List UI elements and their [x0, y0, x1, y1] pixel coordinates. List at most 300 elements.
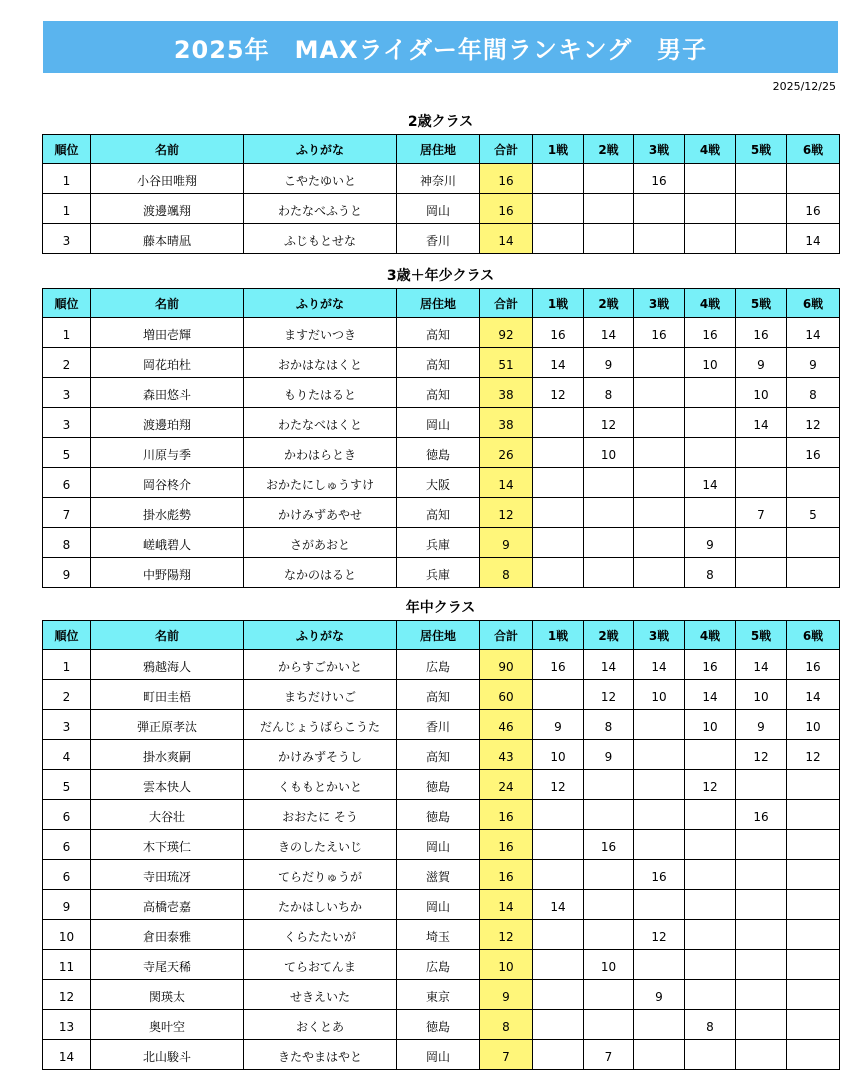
race-5-value: 16 [753, 327, 769, 342]
residence-value: 東京 [425, 990, 450, 1004]
race-6-value: 14 [805, 327, 821, 342]
race-3-cell [634, 830, 685, 860]
race-6-cell [787, 890, 840, 920]
residence-value: 香川 [425, 234, 450, 248]
name-value: 岡谷柊介 [142, 478, 191, 492]
race-4-cell [685, 770, 736, 800]
name-cell [91, 1010, 244, 1040]
total-cell [480, 558, 533, 588]
race-4-cell [685, 468, 736, 498]
race-4-cell [685, 920, 736, 950]
total-value: 43 [498, 749, 514, 764]
race-3-cell [634, 528, 685, 558]
furigana-value: せきえいた [289, 990, 350, 1004]
race-6-cell [787, 528, 840, 558]
residence-cell [397, 740, 480, 770]
rank-cell [43, 558, 91, 588]
race-4-value: 14 [702, 477, 718, 492]
residence-value: 高知 [425, 508, 450, 522]
total-value: 8 [502, 567, 510, 582]
furigana-cell [244, 800, 397, 830]
furigana-value: わたなべはくと [277, 418, 362, 432]
rank-value: 5 [62, 779, 71, 794]
table-row [43, 1010, 840, 1040]
total-value: 9 [502, 989, 510, 1004]
race-4-cell [685, 408, 736, 438]
column-header-race-1: 1戦 [533, 621, 584, 650]
column-header-race-3: 3戦 [634, 135, 685, 164]
name-value: 高橋壱嘉 [142, 900, 191, 914]
race-6-value: 14 [805, 689, 821, 704]
race-2-cell [584, 860, 634, 890]
name-value: 川原与季 [142, 448, 191, 462]
race-6-cell [787, 680, 840, 710]
furigana-cell [244, 980, 397, 1010]
race-3-cell [634, 890, 685, 920]
race-1-value: 14 [550, 899, 566, 914]
race-3-cell [634, 224, 685, 254]
column-header-race-2: 2戦 [584, 621, 634, 650]
furigana-cell [244, 950, 397, 980]
residence-value: 兵庫 [425, 568, 450, 582]
total-cell [480, 830, 533, 860]
race-5-cell [736, 528, 787, 558]
table-row [43, 164, 840, 194]
residence-cell [397, 950, 480, 980]
rank-value: 3 [62, 387, 71, 402]
race-6-cell [787, 408, 840, 438]
name-cell [91, 890, 244, 920]
race-1-value: 16 [550, 327, 566, 342]
race-1-cell [533, 680, 584, 710]
name-cell [91, 558, 244, 588]
race-3-cell [634, 468, 685, 498]
residence-cell [397, 498, 480, 528]
rank-value: 3 [62, 233, 71, 248]
race-6-value: 10 [805, 719, 821, 734]
name-cell [91, 468, 244, 498]
race-4-cell [685, 164, 736, 194]
race-4-cell [685, 348, 736, 378]
total-value: 12 [498, 929, 514, 944]
total-cell [480, 318, 533, 348]
rank-cell [43, 830, 91, 860]
race-1-cell [533, 558, 584, 588]
name-value: 弾正原孝汰 [136, 720, 197, 734]
total-value: 12 [498, 507, 514, 522]
race-6-cell [787, 498, 840, 528]
rank-cell [43, 348, 91, 378]
rank-cell [43, 438, 91, 468]
rank-cell [43, 980, 91, 1010]
race-6-cell [787, 164, 840, 194]
residence-value: 岡山 [425, 900, 450, 914]
furigana-value: かけみずあやせ [277, 508, 362, 522]
name-cell [91, 980, 244, 1010]
column-header-race-1: 1戦 [533, 289, 584, 318]
race-1-cell [533, 348, 584, 378]
rank-value: 2 [62, 357, 71, 372]
residence-cell [397, 318, 480, 348]
furigana-value: きのしたえいじ [277, 840, 362, 854]
rank-value: 6 [62, 839, 71, 854]
race-2-cell [584, 498, 634, 528]
race-6-cell [787, 1040, 840, 1070]
total-value: 38 [498, 417, 514, 432]
column-header-race-3: 3戦 [634, 621, 685, 650]
race-3-value: 14 [651, 659, 667, 674]
name-value: 雲本快人 [142, 780, 191, 794]
race-6-cell [787, 830, 840, 860]
race-5-cell [736, 680, 787, 710]
race-1-cell [533, 498, 584, 528]
race-1-cell [533, 770, 584, 800]
residence-cell [397, 378, 480, 408]
race-6-cell [787, 980, 840, 1010]
column-header-residence: 居住地 [397, 289, 480, 318]
name-cell [91, 920, 244, 950]
table-row [43, 348, 840, 378]
name-value: 大谷壮 [148, 810, 185, 824]
residence-cell [397, 770, 480, 800]
rank-value: 2 [62, 689, 71, 704]
table-row [43, 468, 840, 498]
furigana-cell [244, 408, 397, 438]
table-row [43, 318, 840, 348]
total-value: 46 [498, 719, 514, 734]
rank-value: 14 [58, 1049, 75, 1064]
furigana-value: おくとあ [295, 1020, 344, 1034]
table-row [43, 650, 840, 680]
table-row [43, 740, 840, 770]
residence-cell [397, 224, 480, 254]
total-cell [480, 1040, 533, 1070]
race-1-value: 14 [550, 357, 566, 372]
total-cell [480, 710, 533, 740]
name-cell [91, 770, 244, 800]
rank-value: 1 [62, 173, 71, 188]
total-cell [480, 860, 533, 890]
furigana-cell [244, 468, 397, 498]
race-4-cell [685, 528, 736, 558]
name-value: 増田壱輝 [142, 328, 191, 342]
residence-value: 岡山 [425, 204, 450, 218]
furigana-cell [244, 438, 397, 468]
race-2-cell [584, 194, 634, 224]
furigana-cell [244, 318, 397, 348]
race-5-value: 10 [753, 689, 769, 704]
total-cell [480, 164, 533, 194]
race-1-cell [533, 194, 584, 224]
rank-cell [43, 194, 91, 224]
race-4-value: 10 [702, 719, 718, 734]
race-4-cell [685, 680, 736, 710]
residence-value: 高知 [425, 690, 450, 704]
furigana-value: くらたたいが [283, 930, 356, 944]
race-5-cell [736, 710, 787, 740]
race-3-cell [634, 860, 685, 890]
section-title-2sai: 2歳クラス [407, 114, 474, 130]
race-6-cell [787, 468, 840, 498]
race-5-cell [736, 498, 787, 528]
furigana-value: もりたはると [283, 388, 356, 402]
column-header-race-5: 5戦 [736, 621, 787, 650]
residence-value: 徳島 [425, 1020, 450, 1034]
table-row [43, 890, 840, 920]
residence-value: 埼玉 [425, 930, 450, 944]
race-5-cell [736, 468, 787, 498]
race-4-value: 12 [702, 779, 718, 794]
race-2-cell [584, 770, 634, 800]
name-value: 寺尾天稀 [142, 960, 191, 974]
race-4-cell [685, 980, 736, 1010]
rank-value: 1 [62, 327, 71, 342]
residence-cell [397, 194, 480, 224]
total-value: 92 [498, 327, 514, 342]
total-value: 51 [498, 357, 514, 372]
total-value: 16 [498, 173, 514, 188]
total-cell [480, 348, 533, 378]
column-header-race-1: 1戦 [533, 135, 584, 164]
table-row [43, 378, 840, 408]
furigana-value: だんじょうばらこうた [259, 720, 380, 734]
name-cell [91, 438, 244, 468]
rank-cell [43, 378, 91, 408]
furigana-cell [244, 740, 397, 770]
race-6-cell [787, 740, 840, 770]
race-2-value: 7 [604, 1049, 613, 1064]
race-3-cell [634, 558, 685, 588]
furigana-cell [244, 558, 397, 588]
race-1-cell [533, 830, 584, 860]
race-1-value: 12 [550, 779, 566, 794]
furigana-value: こやたゆいと [283, 174, 356, 188]
name-cell [91, 318, 244, 348]
rank-cell [43, 680, 91, 710]
race-6-cell [787, 348, 840, 378]
race-2-cell [584, 528, 634, 558]
total-cell [480, 498, 533, 528]
race-5-cell [736, 1040, 787, 1070]
name-value: 掛水爽嗣 [142, 750, 191, 764]
residence-value: 広島 [425, 960, 450, 974]
residence-value: 高知 [425, 358, 450, 372]
race-3-cell [634, 680, 685, 710]
furigana-value: おかはなはくと [277, 358, 362, 372]
race-6-cell [787, 650, 840, 680]
residence-cell [397, 980, 480, 1010]
race-6-value: 16 [805, 447, 821, 462]
rank-value: 9 [62, 899, 71, 914]
race-5-value: 12 [753, 749, 769, 764]
name-cell [91, 224, 244, 254]
name-cell [91, 710, 244, 740]
furigana-value: おかたにしゅうすけ [265, 478, 374, 492]
residence-value: 徳島 [425, 780, 450, 794]
residence-value: 香川 [425, 720, 450, 734]
race-3-cell [634, 800, 685, 830]
race-5-value: 9 [757, 719, 765, 734]
total-cell [480, 890, 533, 920]
furigana-cell [244, 860, 397, 890]
name-value: 森田悠斗 [142, 388, 191, 402]
residence-cell [397, 830, 480, 860]
race-3-cell [634, 740, 685, 770]
residence-value: 滋賀 [425, 870, 450, 884]
race-3-cell [634, 980, 685, 1010]
race-2-cell [584, 740, 634, 770]
rank-cell [43, 408, 91, 438]
total-cell [480, 740, 533, 770]
race-3-cell [634, 770, 685, 800]
race-2-cell [584, 224, 634, 254]
section-title-nenchu: 年中クラス [405, 600, 476, 616]
furigana-value: からすごかいと [277, 660, 362, 674]
table-row [43, 800, 840, 830]
name-cell [91, 800, 244, 830]
race-4-value: 8 [706, 1019, 714, 1034]
name-cell [91, 680, 244, 710]
name-value: 嵯峨碧人 [142, 538, 191, 552]
column-header-race-6: 6戦 [787, 621, 840, 650]
race-4-cell [685, 740, 736, 770]
residence-value: 高知 [425, 750, 450, 764]
furigana-cell [244, 1010, 397, 1040]
column-header-total: 合計 [480, 621, 533, 650]
residence-cell [397, 710, 480, 740]
ranking-table-nenchu [42, 620, 840, 1070]
residence-cell [397, 408, 480, 438]
rank-value: 7 [62, 507, 71, 522]
race-6-cell [787, 860, 840, 890]
column-header-furigana: ふりがな [244, 135, 397, 164]
total-cell [480, 800, 533, 830]
race-1-cell [533, 1010, 584, 1040]
ranking-table-3sai-nensho [42, 288, 840, 588]
race-2-value: 9 [604, 357, 613, 372]
race-2-cell [584, 348, 634, 378]
name-cell [91, 194, 244, 224]
total-value: 60 [498, 689, 514, 704]
race-3-cell [634, 408, 685, 438]
total-value: 16 [498, 869, 514, 884]
race-3-value: 16 [651, 327, 667, 342]
column-header-name: 名前 [91, 289, 244, 318]
furigana-value: かわはらとき [283, 448, 356, 462]
rank-cell [43, 318, 91, 348]
furigana-cell [244, 498, 397, 528]
race-5-cell [736, 408, 787, 438]
race-2-cell [584, 378, 634, 408]
race-1-cell [533, 378, 584, 408]
table-row [43, 558, 840, 588]
race-1-cell [533, 164, 584, 194]
race-6-value: 8 [809, 387, 817, 402]
race-4-value: 8 [706, 567, 714, 582]
race-5-cell [736, 558, 787, 588]
rank-cell [43, 710, 91, 740]
race-4-cell [685, 378, 736, 408]
race-5-cell [736, 378, 787, 408]
residence-value: 徳島 [425, 448, 450, 462]
race-4-value: 9 [706, 537, 714, 552]
table-row [43, 950, 840, 980]
race-1-cell [533, 528, 584, 558]
residence-cell [397, 348, 480, 378]
table-row [43, 830, 840, 860]
furigana-value: おおたに そう [282, 810, 358, 824]
furigana-value: たかはしいちか [277, 900, 362, 914]
race-5-value: 10 [753, 387, 769, 402]
name-value: 木下瑛仁 [142, 840, 191, 854]
race-1-cell [533, 468, 584, 498]
residence-value: 高知 [425, 388, 450, 402]
race-4-cell [685, 890, 736, 920]
race-1-cell [533, 920, 584, 950]
rank-cell [43, 468, 91, 498]
section-title-3sai-nensho: 3歳＋年少クラス [386, 268, 495, 284]
column-header-rank: 順位 [43, 289, 91, 318]
column-header-name: 名前 [91, 621, 244, 650]
race-2-cell [584, 830, 634, 860]
race-1-cell [533, 740, 584, 770]
rank-value: 6 [62, 869, 71, 884]
race-2-cell [584, 164, 634, 194]
race-2-cell [584, 710, 634, 740]
column-header-rank: 順位 [43, 621, 91, 650]
race-3-value: 12 [651, 929, 667, 944]
race-5-cell [736, 224, 787, 254]
total-cell [480, 950, 533, 980]
column-header-furigana: ふりがな [244, 621, 397, 650]
race-2-cell [584, 890, 634, 920]
total-cell [480, 378, 533, 408]
furigana-value: なかのはると [283, 568, 356, 582]
furigana-value: ますだいつき [283, 328, 356, 342]
furigana-cell [244, 164, 397, 194]
name-value: 岡花珀杜 [142, 358, 191, 372]
residence-value: 岡山 [425, 840, 450, 854]
race-5-value: 7 [757, 507, 765, 522]
residence-value: 岡山 [425, 1050, 450, 1064]
rank-cell [43, 950, 91, 980]
column-header-race-5: 5戦 [736, 135, 787, 164]
race-5-value: 14 [753, 659, 769, 674]
column-header-furigana: ふりがな [244, 289, 397, 318]
total-value: 9 [502, 537, 510, 552]
column-header-race-4: 4戦 [685, 621, 736, 650]
rank-cell [43, 650, 91, 680]
rank-value: 1 [62, 659, 71, 674]
race-2-value: 9 [604, 749, 613, 764]
race-3-cell [634, 920, 685, 950]
rank-cell [43, 528, 91, 558]
name-value: 掛水彪勢 [142, 508, 191, 522]
race-2-value: 10 [600, 959, 617, 974]
column-header-name: 名前 [91, 135, 244, 164]
residence-value: 徳島 [425, 810, 450, 824]
race-5-cell [736, 770, 787, 800]
race-4-cell [685, 194, 736, 224]
furigana-value: きたやまはやと [277, 1050, 362, 1064]
race-6-cell [787, 194, 840, 224]
total-value: 14 [498, 899, 514, 914]
race-6-cell [787, 224, 840, 254]
race-5-cell [736, 194, 787, 224]
furigana-value: くももとかいと [277, 780, 362, 794]
total-cell [480, 650, 533, 680]
ranking-date: 2025/12/25 [772, 80, 836, 93]
